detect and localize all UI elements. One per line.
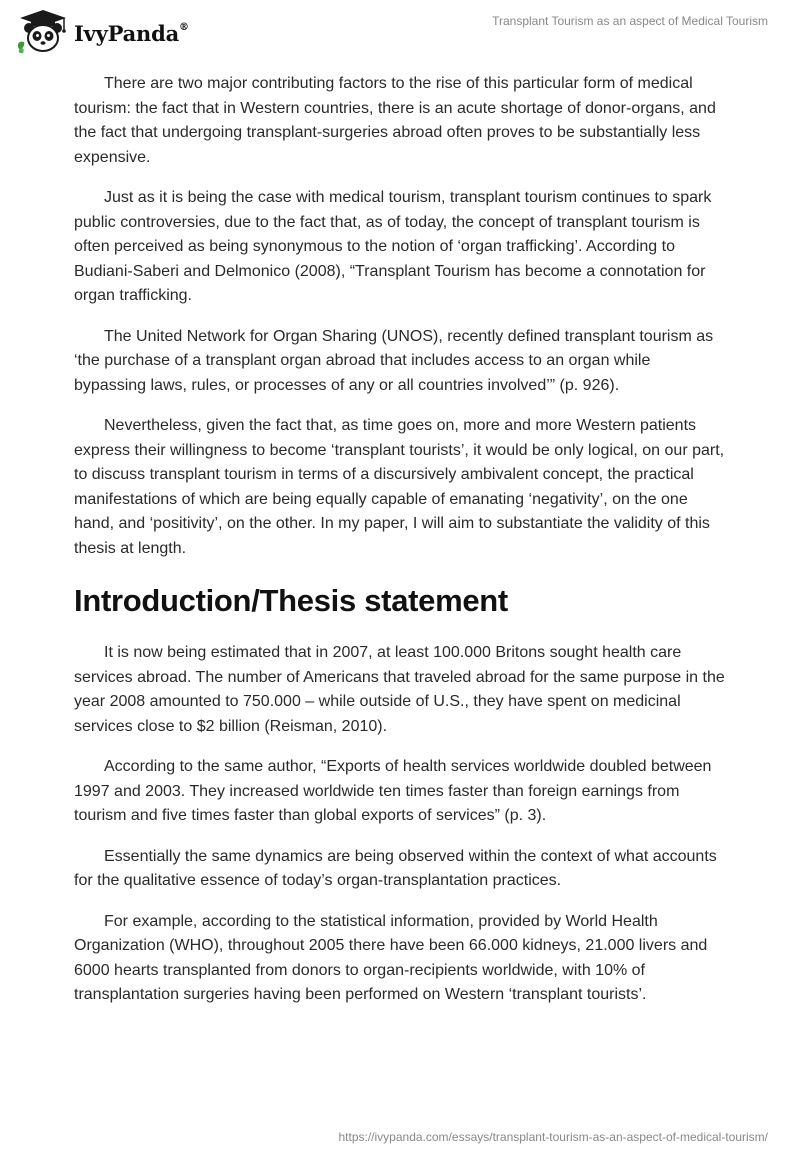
paragraph: Just as it is being the case with medical tourism, transplant tourism continues to spark public controversies, due to the fact that, as of today, the concept of transplant tourism is often perceived as being synonymous to the notion of ‘organ trafficking’. According to Budiani-Saberi and Delmonico (2008), “Transplant Tourism has become a connotation for organ trafficking. [74,189,712,304]
section-heading: Introduction/Thesis statement [74,583,508,618]
paragraph: Essentially the same dynamics are being observed within the context of what accounts for the qualitative essence of today’s organ-transplantation practices. [74,847,717,889]
brand-name: IvyPanda® [74,20,189,46]
document-title: Transplant Tourism as an aspect of Medical Tourism [492,14,768,28]
paragraph: According to the same author, “Exports of health services worldwide doubled between 1997 and 2003. They increased worldwide ten times faster than foreign earnings from tourism and five times faster than global exports of services” (p. 3). [74,758,712,824]
paragraph: The United Network for Organ Sharing (UNOS), recently defined transplant tourism as ‘the purchase of a transplant organ abroad that includes access to an organ while bypassing laws, rules, or processes of any or all countries involved’” (p. 926). [74,327,714,394]
source-url-link[interactable]: https://ivypanda.com/essays/transplant-tourism-as-an-aspect-of-medical-tourism/ [338,1130,768,1144]
essay-body [74,72,726,1024]
paragraph: It is now being estimated that in 2007, at least 100.000 Britons sought health care services abroad. The number of Americans that traveled abroad for the same purpose in the year 2008 amounted to 750.000 – while outside of U.S., they have spent on medicinal services close to $2 billion (Reisman, 2010). [74,644,725,735]
paragraph: There are two major contributing factors to the rise of this particular form of medical tourism: the fact that in Western countries, there is an acute shortage of donor-organs, and the fact that undergoing transplant-surgeries abroad often proves to be substantially less expensive. [74,75,716,166]
ivypanda-logo[interactable] [14,8,189,54]
paragraph: For example, according to the statistical information, provided by World Health Organization (WHO), throughout 2005 there have been 66.000 kidneys, 21.000 livers and 6000 hearts transplanted from donors to organ-recipients worldwide, with 10% of transplantation surgeries having been performed on Western ‘transplant tourists’. [74,912,708,1003]
registered-mark: ® [179,21,189,33]
panda-graduation-icon [14,8,72,54]
paragraph: Nevertheless, given the fact that, as time goes on, more and more Western patients express their willingness to become ‘transplant tourists’, it would be only logical, on our part, to discuss transplant tourism in terms of a discursively ambivalent concept, the practical manifestations of which are being equally capable of emanating ‘negativity’, on the one hand, and ‘positivity’, on the other. In my paper, I will aim to substantiate the validity of this thesis at length. [74,417,725,557]
page-header [0,0,800,60]
